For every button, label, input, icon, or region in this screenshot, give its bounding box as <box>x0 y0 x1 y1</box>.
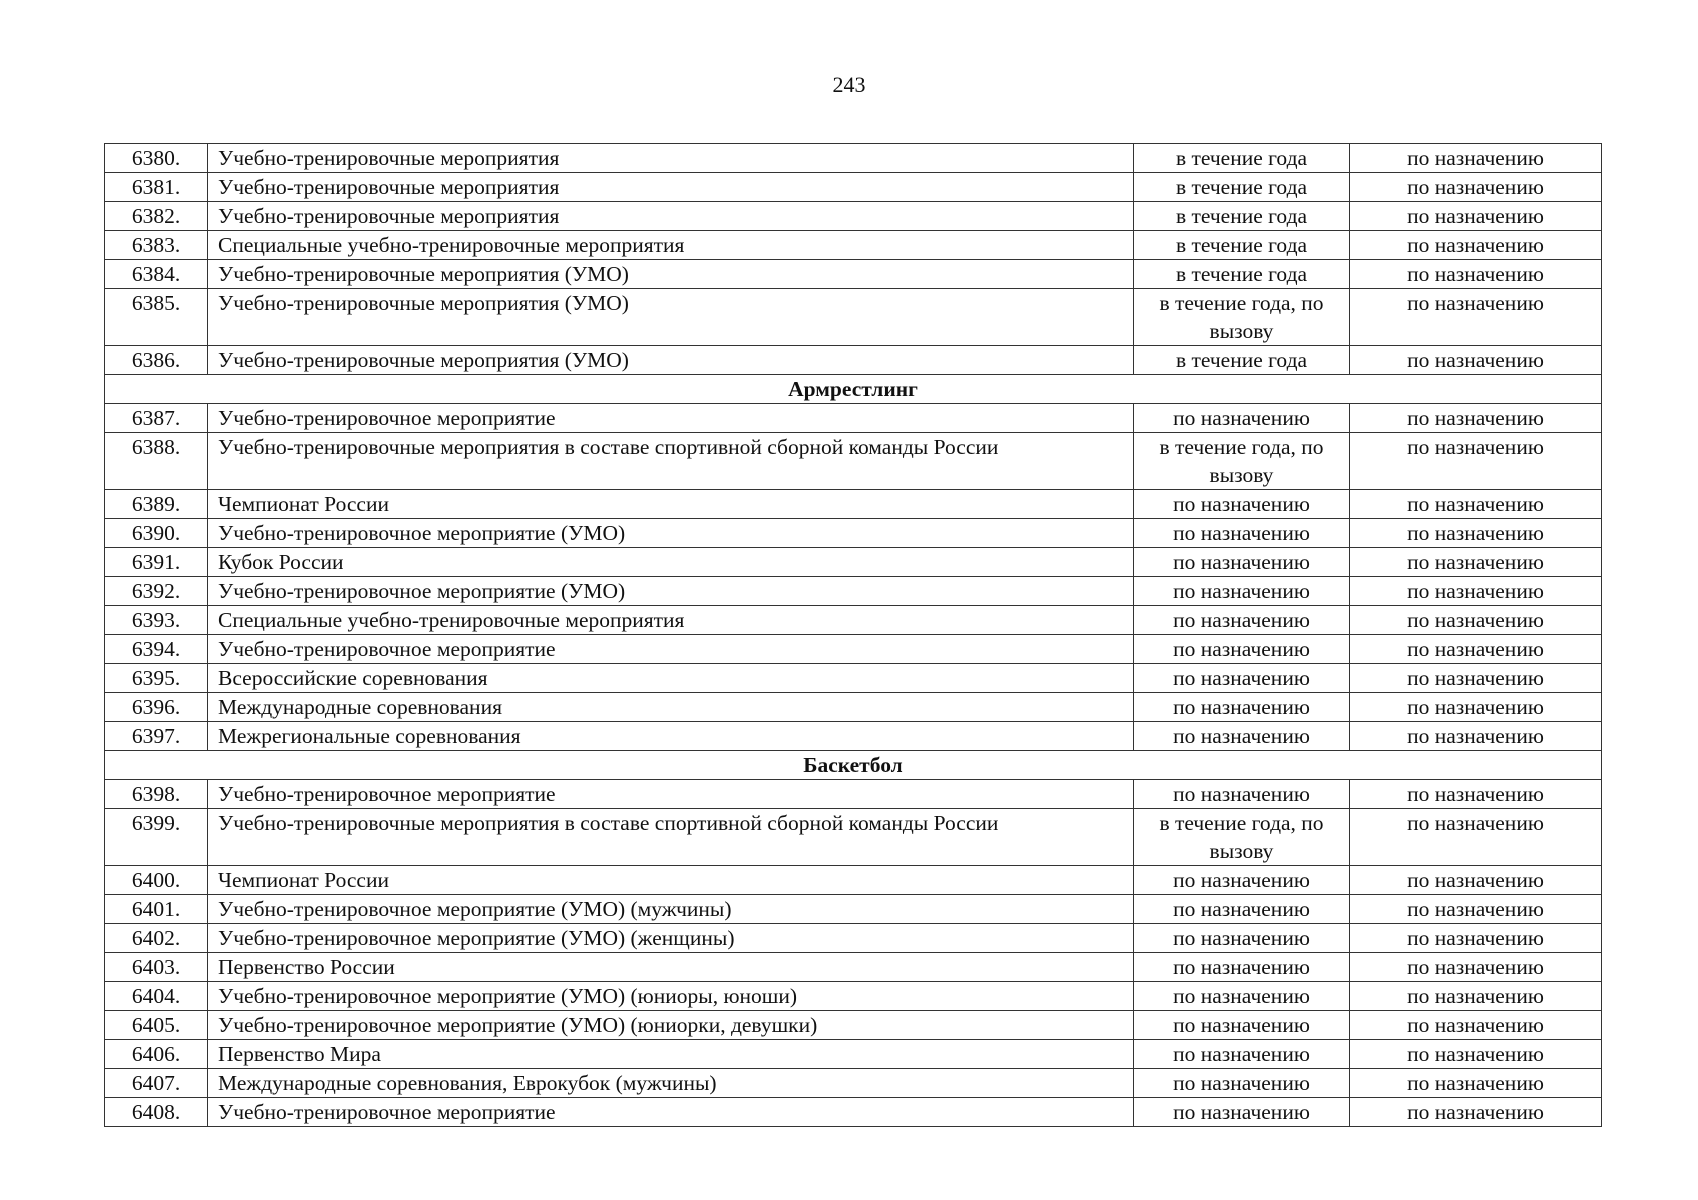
row-number-cell: 6407. <box>105 1069 208 1098</box>
event-name-cell: Учебно-тренировочное мероприятие (УМО) <box>208 519 1134 548</box>
event-date-cell: по назначению <box>1134 895 1350 924</box>
event-responsible-cell: по назначению <box>1350 433 1602 490</box>
event-name-cell: Учебно-тренировочные мероприятия <box>208 202 1134 231</box>
table-row <box>105 548 1602 577</box>
row-number-cell: 6385. <box>105 289 208 346</box>
table-row <box>105 606 1602 635</box>
events-table <box>104 143 1602 1127</box>
event-name-cell: Учебно-тренировочные мероприятия (УМО) <box>208 346 1134 375</box>
row-number-cell: 6396. <box>105 693 208 722</box>
table-row <box>105 1040 1602 1069</box>
row-number-cell: 6394. <box>105 635 208 664</box>
event-responsible-cell: по назначению <box>1350 1098 1602 1127</box>
event-name-cell: Учебно-тренировочное мероприятие <box>208 635 1134 664</box>
event-date-cell: в течение года, по вызову <box>1134 433 1350 490</box>
event-name-cell: Учебно-тренировочные мероприятия в составе спортивной сборной команды России <box>208 809 1134 866</box>
event-name-cell: Специальные учебно-тренировочные мероприятия <box>208 606 1134 635</box>
event-name-cell: Первенство Мира <box>208 1040 1134 1069</box>
event-responsible-cell: по назначению <box>1350 231 1602 260</box>
table-row <box>105 173 1602 202</box>
event-name-cell: Специальные учебно-тренировочные мероприятия <box>208 231 1134 260</box>
row-number-cell: 6388. <box>105 433 208 490</box>
event-name-cell: Чемпионат России <box>208 866 1134 895</box>
row-number-cell: 6400. <box>105 866 208 895</box>
table-row <box>105 780 1602 809</box>
row-number-cell: 6399. <box>105 809 208 866</box>
table-row <box>105 982 1602 1011</box>
event-date-cell: по назначению <box>1134 635 1350 664</box>
row-number-cell: 6406. <box>105 1040 208 1069</box>
event-name-cell: Чемпионат России <box>208 490 1134 519</box>
table-row <box>105 289 1602 346</box>
event-responsible-cell: по назначению <box>1350 346 1602 375</box>
event-date-cell: по назначению <box>1134 1069 1350 1098</box>
table-row <box>105 924 1602 953</box>
event-name-cell: Учебно-тренировочное мероприятие <box>208 404 1134 433</box>
event-date-cell: в течение года <box>1134 202 1350 231</box>
section-heading: Баскетбол <box>105 751 1602 780</box>
event-responsible-cell: по назначению <box>1350 404 1602 433</box>
event-responsible-cell: по назначению <box>1350 144 1602 173</box>
event-responsible-cell: по назначению <box>1350 173 1602 202</box>
table-row <box>105 202 1602 231</box>
event-name-cell: Учебно-тренировочные мероприятия (УМО) <box>208 289 1134 346</box>
row-number-cell: 6397. <box>105 722 208 751</box>
event-date-cell: в течение года <box>1134 346 1350 375</box>
event-name-cell: Международные соревнования, Еврокубок (мужчины) <box>208 1069 1134 1098</box>
event-name-cell: Учебно-тренировочное мероприятие (УМО) (мужчины) <box>208 895 1134 924</box>
table-row <box>105 809 1602 866</box>
row-number-cell: 6392. <box>105 577 208 606</box>
event-responsible-cell: по назначению <box>1350 722 1602 751</box>
event-name-cell: Всероссийские соревнования <box>208 664 1134 693</box>
table-row <box>105 1098 1602 1127</box>
event-date-cell: в течение года, по вызову <box>1134 809 1350 866</box>
section-row <box>105 751 1602 780</box>
event-responsible-cell: по назначению <box>1350 809 1602 866</box>
row-number-cell: 6405. <box>105 1011 208 1040</box>
section-row <box>105 375 1602 404</box>
row-number-cell: 6404. <box>105 982 208 1011</box>
event-responsible-cell: по назначению <box>1350 1011 1602 1040</box>
event-responsible-cell: по назначению <box>1350 693 1602 722</box>
event-name-cell: Учебно-тренировочное мероприятие (УМО) (юниоры, юноши) <box>208 982 1134 1011</box>
event-responsible-cell: по назначению <box>1350 519 1602 548</box>
event-responsible-cell: по назначению <box>1350 548 1602 577</box>
row-number-cell: 6395. <box>105 664 208 693</box>
event-date-cell: по назначению <box>1134 924 1350 953</box>
event-responsible-cell: по назначению <box>1350 490 1602 519</box>
events-table-body <box>105 144 1602 1127</box>
event-name-cell: Межрегиональные соревнования <box>208 722 1134 751</box>
event-responsible-cell: по назначению <box>1350 202 1602 231</box>
row-number-cell: 6402. <box>105 924 208 953</box>
event-name-cell: Учебно-тренировочные мероприятия <box>208 144 1134 173</box>
table-row <box>105 519 1602 548</box>
event-date-cell: по назначению <box>1134 664 1350 693</box>
table-row <box>105 1069 1602 1098</box>
event-name-cell: Международные соревнования <box>208 693 1134 722</box>
event-date-cell: в течение года <box>1134 173 1350 202</box>
row-number-cell: 6403. <box>105 953 208 982</box>
section-heading: Армрестлинг <box>105 375 1602 404</box>
event-name-cell: Учебно-тренировочные мероприятия (УМО) <box>208 260 1134 289</box>
table-row <box>105 231 1602 260</box>
event-name-cell: Учебно-тренировочное мероприятие (УМО) (юниорки, девушки) <box>208 1011 1134 1040</box>
event-responsible-cell: по назначению <box>1350 664 1602 693</box>
event-date-cell: по назначению <box>1134 866 1350 895</box>
event-date-cell: в течение года <box>1134 231 1350 260</box>
event-responsible-cell: по назначению <box>1350 577 1602 606</box>
event-name-cell: Учебно-тренировочные мероприятия в составе спортивной сборной команды России <box>208 433 1134 490</box>
event-responsible-cell: по назначению <box>1350 953 1602 982</box>
event-name-cell: Учебно-тренировочное мероприятие <box>208 780 1134 809</box>
event-date-cell: по назначению <box>1134 577 1350 606</box>
event-name-cell: Учебно-тренировочные мероприятия <box>208 173 1134 202</box>
table-row <box>105 866 1602 895</box>
row-number-cell: 6389. <box>105 490 208 519</box>
event-date-cell: по назначению <box>1134 606 1350 635</box>
event-responsible-cell: по назначению <box>1350 1069 1602 1098</box>
row-number-cell: 6384. <box>105 260 208 289</box>
event-responsible-cell: по назначению <box>1350 924 1602 953</box>
table-row <box>105 260 1602 289</box>
event-date-cell: по назначению <box>1134 693 1350 722</box>
event-responsible-cell: по назначению <box>1350 635 1602 664</box>
event-date-cell: по назначению <box>1134 1011 1350 1040</box>
event-date-cell: по назначению <box>1134 722 1350 751</box>
event-responsible-cell: по назначению <box>1350 895 1602 924</box>
row-number-cell: 6401. <box>105 895 208 924</box>
row-number-cell: 6398. <box>105 780 208 809</box>
table-row <box>105 722 1602 751</box>
event-name-cell: Учебно-тренировочное мероприятие (УМО) <box>208 577 1134 606</box>
event-responsible-cell: по назначению <box>1350 780 1602 809</box>
table-row <box>105 577 1602 606</box>
event-responsible-cell: по назначению <box>1350 982 1602 1011</box>
event-name-cell: Кубок России <box>208 548 1134 577</box>
event-responsible-cell: по назначению <box>1350 866 1602 895</box>
table-row <box>105 635 1602 664</box>
event-date-cell: по назначению <box>1134 780 1350 809</box>
row-number-cell: 6387. <box>105 404 208 433</box>
page-number: 243 <box>832 72 866 97</box>
table-row <box>105 693 1602 722</box>
row-number-cell: 6381. <box>105 173 208 202</box>
row-number-cell: 6408. <box>105 1098 208 1127</box>
event-date-cell: в течение года <box>1134 144 1350 173</box>
table-row <box>105 895 1602 924</box>
event-responsible-cell: по назначению <box>1350 260 1602 289</box>
row-number-cell: 6383. <box>105 231 208 260</box>
event-date-cell: по назначению <box>1134 490 1350 519</box>
table-row <box>105 144 1602 173</box>
event-date-cell: по назначению <box>1134 953 1350 982</box>
event-date-cell: по назначению <box>1134 519 1350 548</box>
event-date-cell: по назначению <box>1134 548 1350 577</box>
event-name-cell: Учебно-тренировочное мероприятие <box>208 1098 1134 1127</box>
event-date-cell: по назначению <box>1134 404 1350 433</box>
table-row <box>105 433 1602 490</box>
table-row <box>105 490 1602 519</box>
table-row <box>105 1011 1602 1040</box>
event-responsible-cell: по назначению <box>1350 606 1602 635</box>
row-number-cell: 6391. <box>105 548 208 577</box>
row-number-cell: 6390. <box>105 519 208 548</box>
row-number-cell: 6380. <box>105 144 208 173</box>
table-row <box>105 664 1602 693</box>
event-responsible-cell: по назначению <box>1350 1040 1602 1069</box>
event-responsible-cell: по назначению <box>1350 289 1602 346</box>
event-date-cell: по назначению <box>1134 982 1350 1011</box>
event-date-cell: в течение года <box>1134 260 1350 289</box>
table-row <box>105 953 1602 982</box>
row-number-cell: 6393. <box>105 606 208 635</box>
table-row <box>105 404 1602 433</box>
table-row <box>105 346 1602 375</box>
row-number-cell: 6382. <box>105 202 208 231</box>
event-date-cell: по назначению <box>1134 1040 1350 1069</box>
event-name-cell: Первенство России <box>208 953 1134 982</box>
event-date-cell: в течение года, по вызову <box>1134 289 1350 346</box>
event-name-cell: Учебно-тренировочное мероприятие (УМО) (женщины) <box>208 924 1134 953</box>
row-number-cell: 6386. <box>105 346 208 375</box>
event-date-cell: по назначению <box>1134 1098 1350 1127</box>
